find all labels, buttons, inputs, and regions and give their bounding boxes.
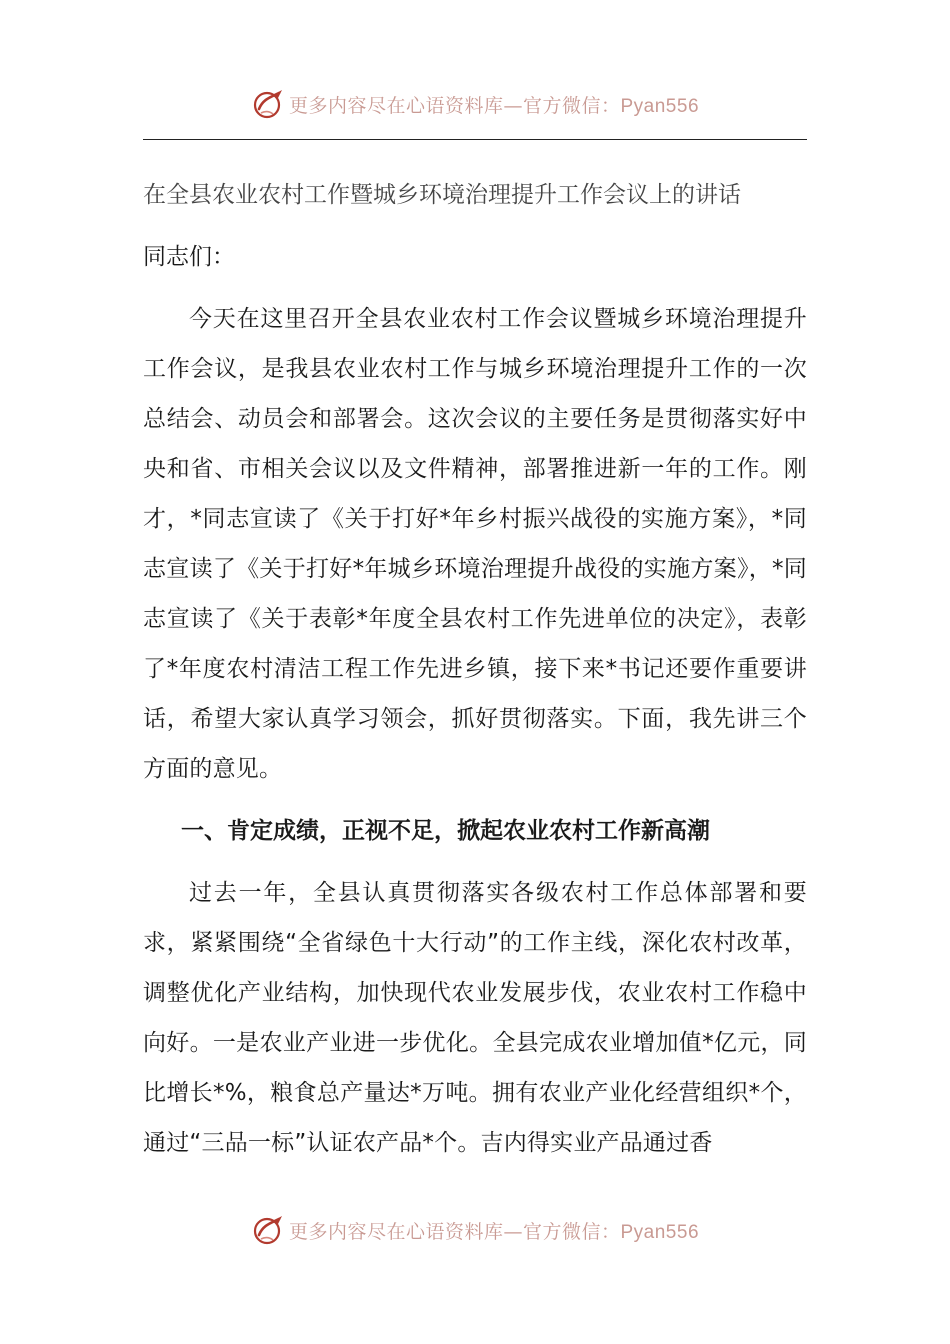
pen-swirl-logo-icon (251, 87, 285, 121)
header-banner-label: 更多内容尽在心语资料库—官方微信： (288, 94, 621, 117)
pen-swirl-logo-icon (251, 1213, 285, 1247)
footer-banner-label: 更多内容尽在心语资料库—官方微信： (288, 1220, 621, 1243)
footer-banner-text (289, 1217, 699, 1244)
header-divider (143, 139, 807, 140)
footer-wechat-id: Pyan556 (620, 1221, 700, 1243)
section-heading: 一、肯定成绩，正视不足，掀起农业农村工作新高潮 (181, 818, 710, 844)
header-wechat-id: Pyan556 (620, 95, 700, 117)
intro-paragraph: 今天在这里召开全县农业农村工作会议暨城乡环境治理提升工作会议，是我县农业农村工作与城乡环境治理提升工作的一次总结会、动员会和部署会。这次会议的主要任务是贯彻落实好中央和省、市相关会议以及文件精神，部署推进新一年的工作。刚才，*同志宣读了《关于打好*年乡村振兴战役的实施方案》，*同志宣读了《关于打好*年城乡环境治理提升战役的实施方案》，*同志宣读了《关于表彰*年度全县农村工作先进单位的决定》，表彰了*年度农村清洁工程工作先进乡镇，接下来*书记还要作重要讲话，希望大家认真学习领会，抓好贯彻落实。下面，我先讲三个方面的意见。 (143, 306, 807, 782)
document-body (143, 170, 807, 1168)
header-banner-text (289, 91, 699, 118)
section-paragraph: 过去一年，全县认真贯彻落实各级农村工作总体部署和要求，紧紧围绕“全省绿色十大行动”的工作主线，深化农村改革，调整优化产业结构，加快现代农业发展步伐，农业农村工作稳中向好。一是农业产业进一步优化。全县完成农业增加值*亿元，同比增长*%，粮食总产量达*万吨。拥有农业产业化经营组织*个，通过“三品一标”认证农产品*个。吉内得实业产品通过香 (143, 880, 807, 1156)
header-banner (0, 80, 950, 128)
document-title: 在全县农业农村工作暨城乡环境治理提升工作会议上的讲话 (143, 182, 741, 208)
salutation: 同志们： (143, 244, 235, 270)
footer-banner (0, 1206, 950, 1254)
